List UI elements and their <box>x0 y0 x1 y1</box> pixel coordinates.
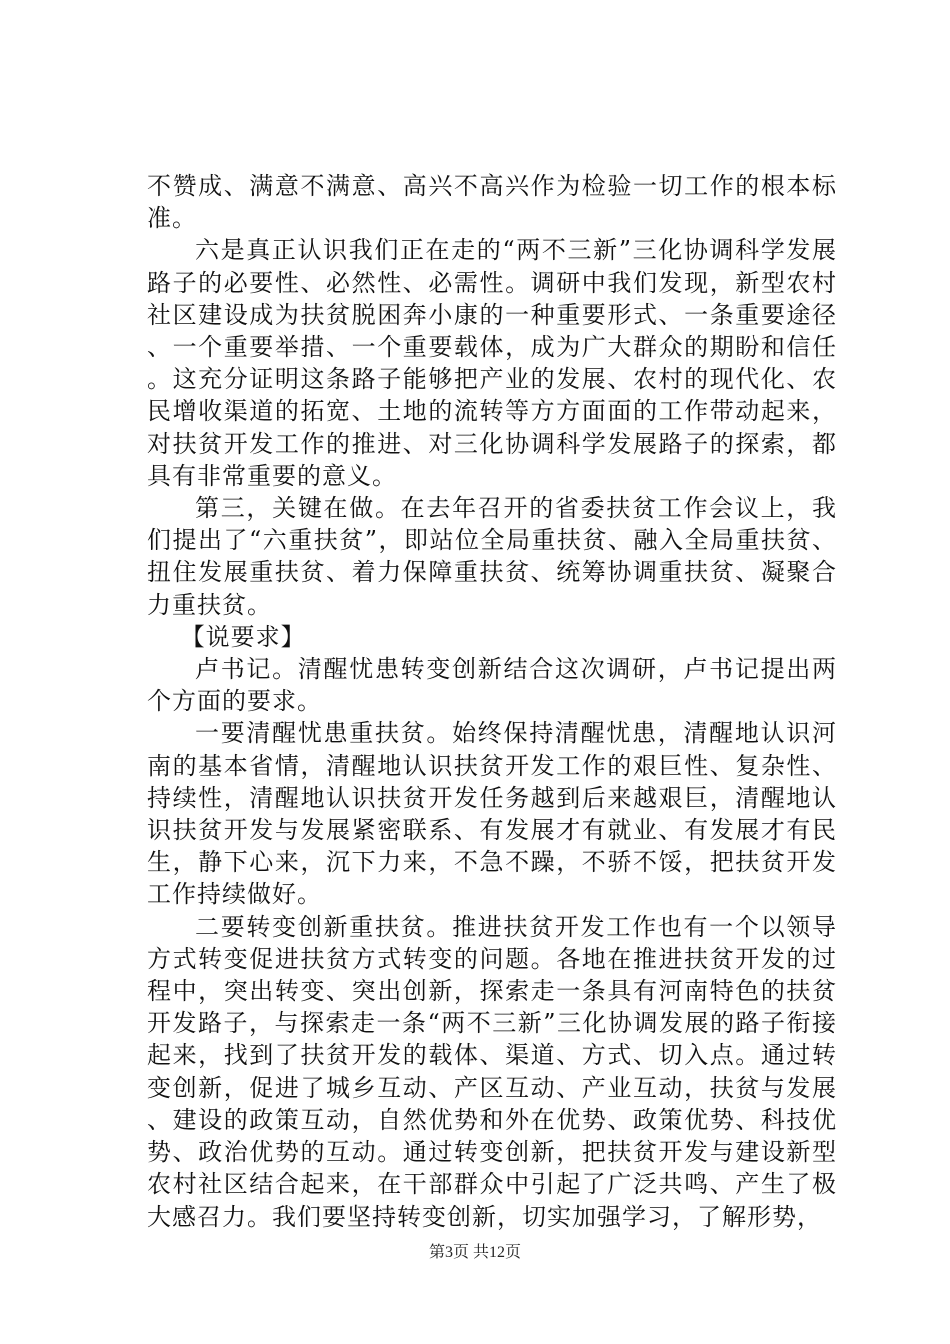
paragraph-continuation: 不赞成、满意不满意、高兴不高兴作为检验一切工作的根本标准。 <box>147 172 837 233</box>
paragraph-second-requirement: 二要转变创新重扶贫。推进扶贫开发工作也有一个以领导方式转变促进扶贫方式转变的问题。各地在推进扶贫开发的过程中，突出转变、突出创新，探索走一条具有河南特色的扶贫开发路子，与探索走一条“两不三新”三化协调发展的路子衔接起来，找到了扶贫开发的载体、渠道、方式、切入点。通过转变创新，促进了城乡互动、产区互动、产业互动，扶贫与发展、建设的政策互动，自然优势和外在优势、政策优势、科技优势、政治优势的互动。通过转变创新，把扶贫开发与建设新型农村社区结合起来，在干部群众中引起了广泛共鸣、产生了极大感召力。我们要坚持转变创新，切实加强学习，了解形势， <box>147 912 837 1231</box>
paragraph-third-key-is-doing: 第三，关键在做。在去年召开的省委扶贫工作会议上，我们提出了“六重扶贫”，即站位全局重扶贫、融入全局重扶贫、扭住发展重扶贫、着力保障重扶贫、统筹协调重扶贫、凝聚合力重扶贫。 <box>147 494 837 619</box>
paragraph-six-understanding: 六是真正认识我们正在走的“两不三新”三化协调科学发展路子的必要性、必然性、必需性。调研中我们发现，新型农村社区建设成为扶贫脱困奔小康的一种重要形式、一条重要途径、一个重要举措、一个重要载体，成为广大群众的期盼和信任。这充分证明这条路子能够把产业的发展、农村的现代化、农民增收渠道的拓宽、土地的流转等方方面面的工作带动起来，对扶贫开发工作的推进、对三化协调科学发展路子的探索，都具有非常重要的意义。 <box>147 236 837 490</box>
paragraph-first-requirement: 一要清醒忧患重扶贫。始终保持清醒忧患，清醒地认识河南的基本省情，清醒地认识扶贫开发工作的艰巨性、复杂性、持续性，清醒地认识扶贫开发任务越到后来越艰巨，清醒地认识扶贫开发与发展紧密联系、有发展才有就业、有发展才有民生，静下心来，沉下力来，不急不躁，不骄不馁，把扶贫开发工作持续做好。 <box>147 719 837 909</box>
section-heading-requirements: 【说要求】 <box>180 622 306 651</box>
page-number-label: 第3页 共12页 <box>428 1244 521 1261</box>
paragraph-secretary-lu: 卢书记。清醒忧患转变创新结合这次调研，卢书记提出两个方面的要求。 <box>147 655 837 716</box>
document-body <box>147 170 837 1233</box>
page-footer <box>0 1243 950 1263</box>
